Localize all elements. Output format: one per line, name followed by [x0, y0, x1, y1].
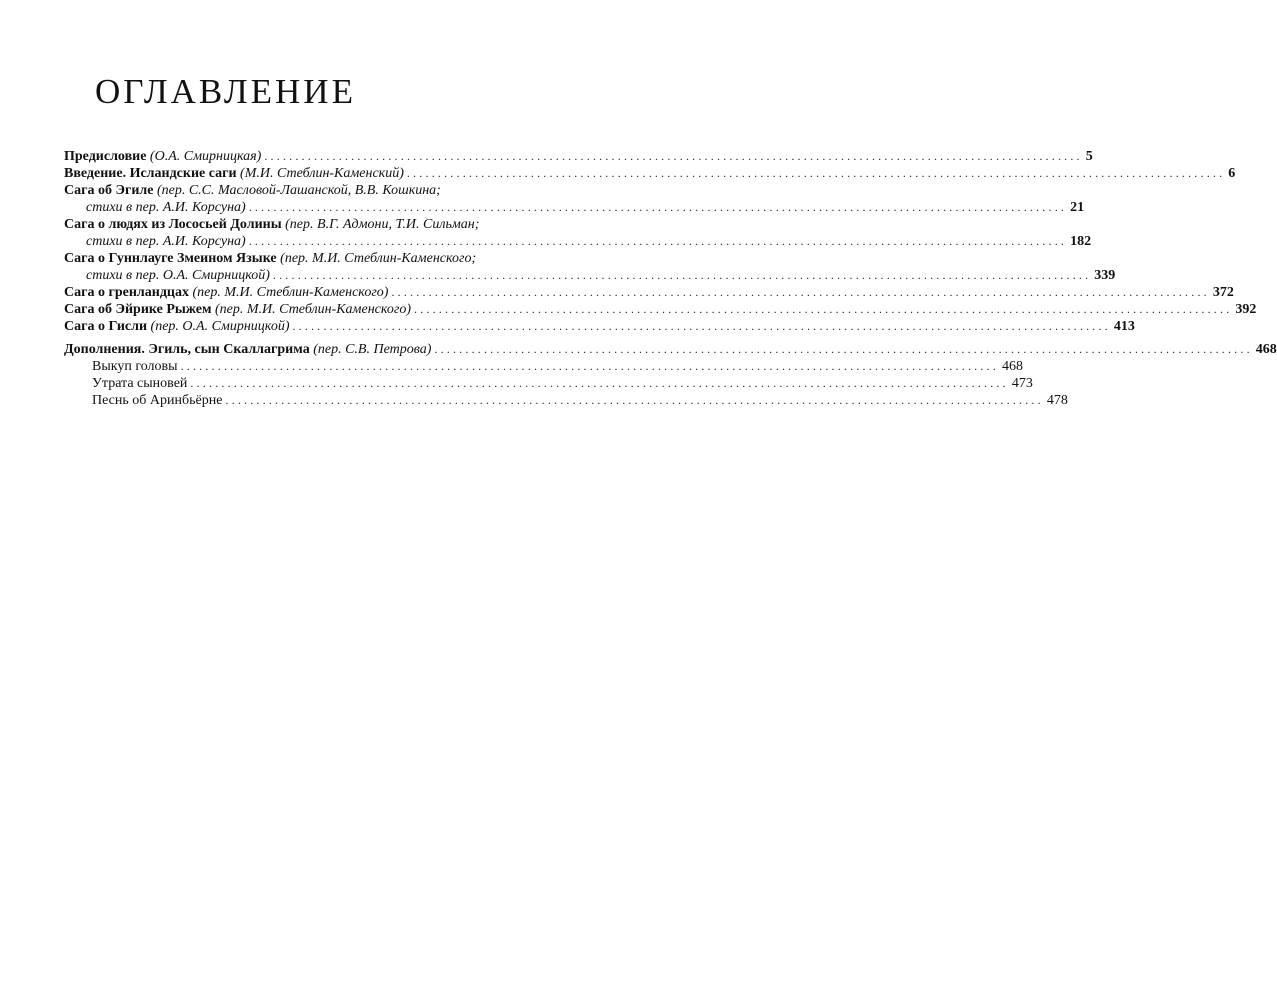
toc-subentry-ransom-head[interactable]: [64, 358, 1023, 375]
subentry-title: Выкуп головы: [92, 359, 178, 374]
leader-dots: ....................................................................................................................................: [248, 200, 1068, 214]
leader-dots: ....................................................................................................................................: [225, 393, 1044, 407]
leader-dots: ....................................................................................................................................: [272, 268, 1092, 282]
toc-entry-erik-the-red-saga[interactable]: [64, 301, 1257, 318]
subentry-title: Утрата сыновей: [92, 376, 188, 391]
entry-title: Сага о людях из Лососьей Долины: [64, 217, 282, 232]
leader-dots: ....................................................................................................................................: [248, 234, 1068, 248]
entry-title: Сага о гренландцах: [64, 285, 189, 300]
entry-page: 182: [1070, 234, 1092, 249]
entry-page: 413: [1113, 319, 1135, 334]
entry-note: (пер. С.В. Петрова): [313, 342, 432, 357]
toc-entry-preface[interactable]: [64, 148, 1093, 165]
toc-entry-appendix[interactable]: [64, 341, 1277, 358]
subentry-page: 468: [1001, 359, 1023, 374]
entry-page: 339: [1094, 268, 1116, 283]
toc-subentry-loss-of-sons[interactable]: [64, 375, 1033, 392]
entry-note: (М.И. Стеблин-Каменский): [240, 166, 404, 181]
toc-subentry-arinbjorn-lay[interactable]: [64, 392, 1068, 409]
entry-note: (пер. М.И. Стеблин-Каменского): [215, 302, 411, 317]
entry-page: 372: [1212, 285, 1234, 300]
entry-title: Сага о Гуннлауге Змеином Языке: [64, 251, 277, 266]
entry-note: (О.А. Смирницкая): [149, 149, 262, 164]
subentry-page: 478: [1046, 393, 1068, 408]
leader-dots: ....................................................................................................................................: [292, 319, 1111, 333]
entry-title: Сага о Гисли: [64, 319, 148, 334]
entry-note-continued: стихи в пер. А.И. Корсуна): [86, 234, 246, 249]
toc-entry-introduction[interactable]: [64, 165, 1236, 182]
subentry-title: Песнь об Аринбьёрне: [92, 393, 223, 408]
entry-title: Дополнения. Эгиль, сын Скаллагрима: [64, 342, 310, 357]
entry-title: Введение. Исландские саги: [64, 166, 237, 181]
entry-note: (пер. М.И. Стеблин-Каменского): [192, 285, 389, 300]
toc-entry-laxdaela-saga[interactable]: [64, 216, 1092, 250]
entry-title: Предисловие: [64, 149, 147, 164]
entry-title: Сага об Эгиле: [64, 183, 154, 198]
toc-entry-egil-saga[interactable]: [64, 182, 1085, 216]
subentry-page: 473: [1011, 376, 1033, 391]
toc-entry-greenlanders-saga[interactable]: [64, 284, 1234, 301]
toc-entry-gisli-saga[interactable]: [64, 318, 1135, 335]
entry-page: 5: [1085, 149, 1093, 164]
leader-dots: ....................................................................................................................................: [414, 302, 1233, 316]
entry-page: 392: [1235, 302, 1257, 317]
entry-note: (пер. О.А. Смирницкой): [150, 319, 290, 334]
entry-note-continued: стихи в пер. А.И. Корсуна): [86, 200, 246, 215]
entry-page: 6: [1228, 166, 1236, 181]
leader-dots: ....................................................................................................................................: [406, 166, 1226, 180]
entry-page: 468: [1255, 342, 1277, 357]
entry-note: (пер. В.Г. Адмони, Т.И. Сильман;: [285, 217, 480, 232]
table-of-contents: [64, 148, 1277, 409]
page-title: ОГЛАВЛЕНИЕ: [95, 72, 356, 111]
entry-title: Сага об Эйрике Рыжем: [64, 302, 212, 317]
leader-dots: ....................................................................................................................................: [434, 342, 1253, 356]
toc-entry-gunnlaug-saga[interactable]: [64, 250, 1116, 284]
leader-dots: ....................................................................................................................................: [391, 285, 1210, 299]
entry-note: (пер. М.И. Стеблин-Каменского;: [280, 251, 477, 266]
entry-note-continued: стихи в пер. О.А. Смирницкой): [86, 268, 270, 283]
entry-note: (пер. С.С. Масловой-Лашанской, В.В. Кошкина;: [156, 183, 441, 198]
leader-dots: ....................................................................................................................................: [264, 149, 1083, 163]
leader-dots: ....................................................................................................................................: [190, 376, 1009, 390]
entry-page: 21: [1070, 200, 1085, 215]
leader-dots: ....................................................................................................................................: [180, 359, 999, 373]
